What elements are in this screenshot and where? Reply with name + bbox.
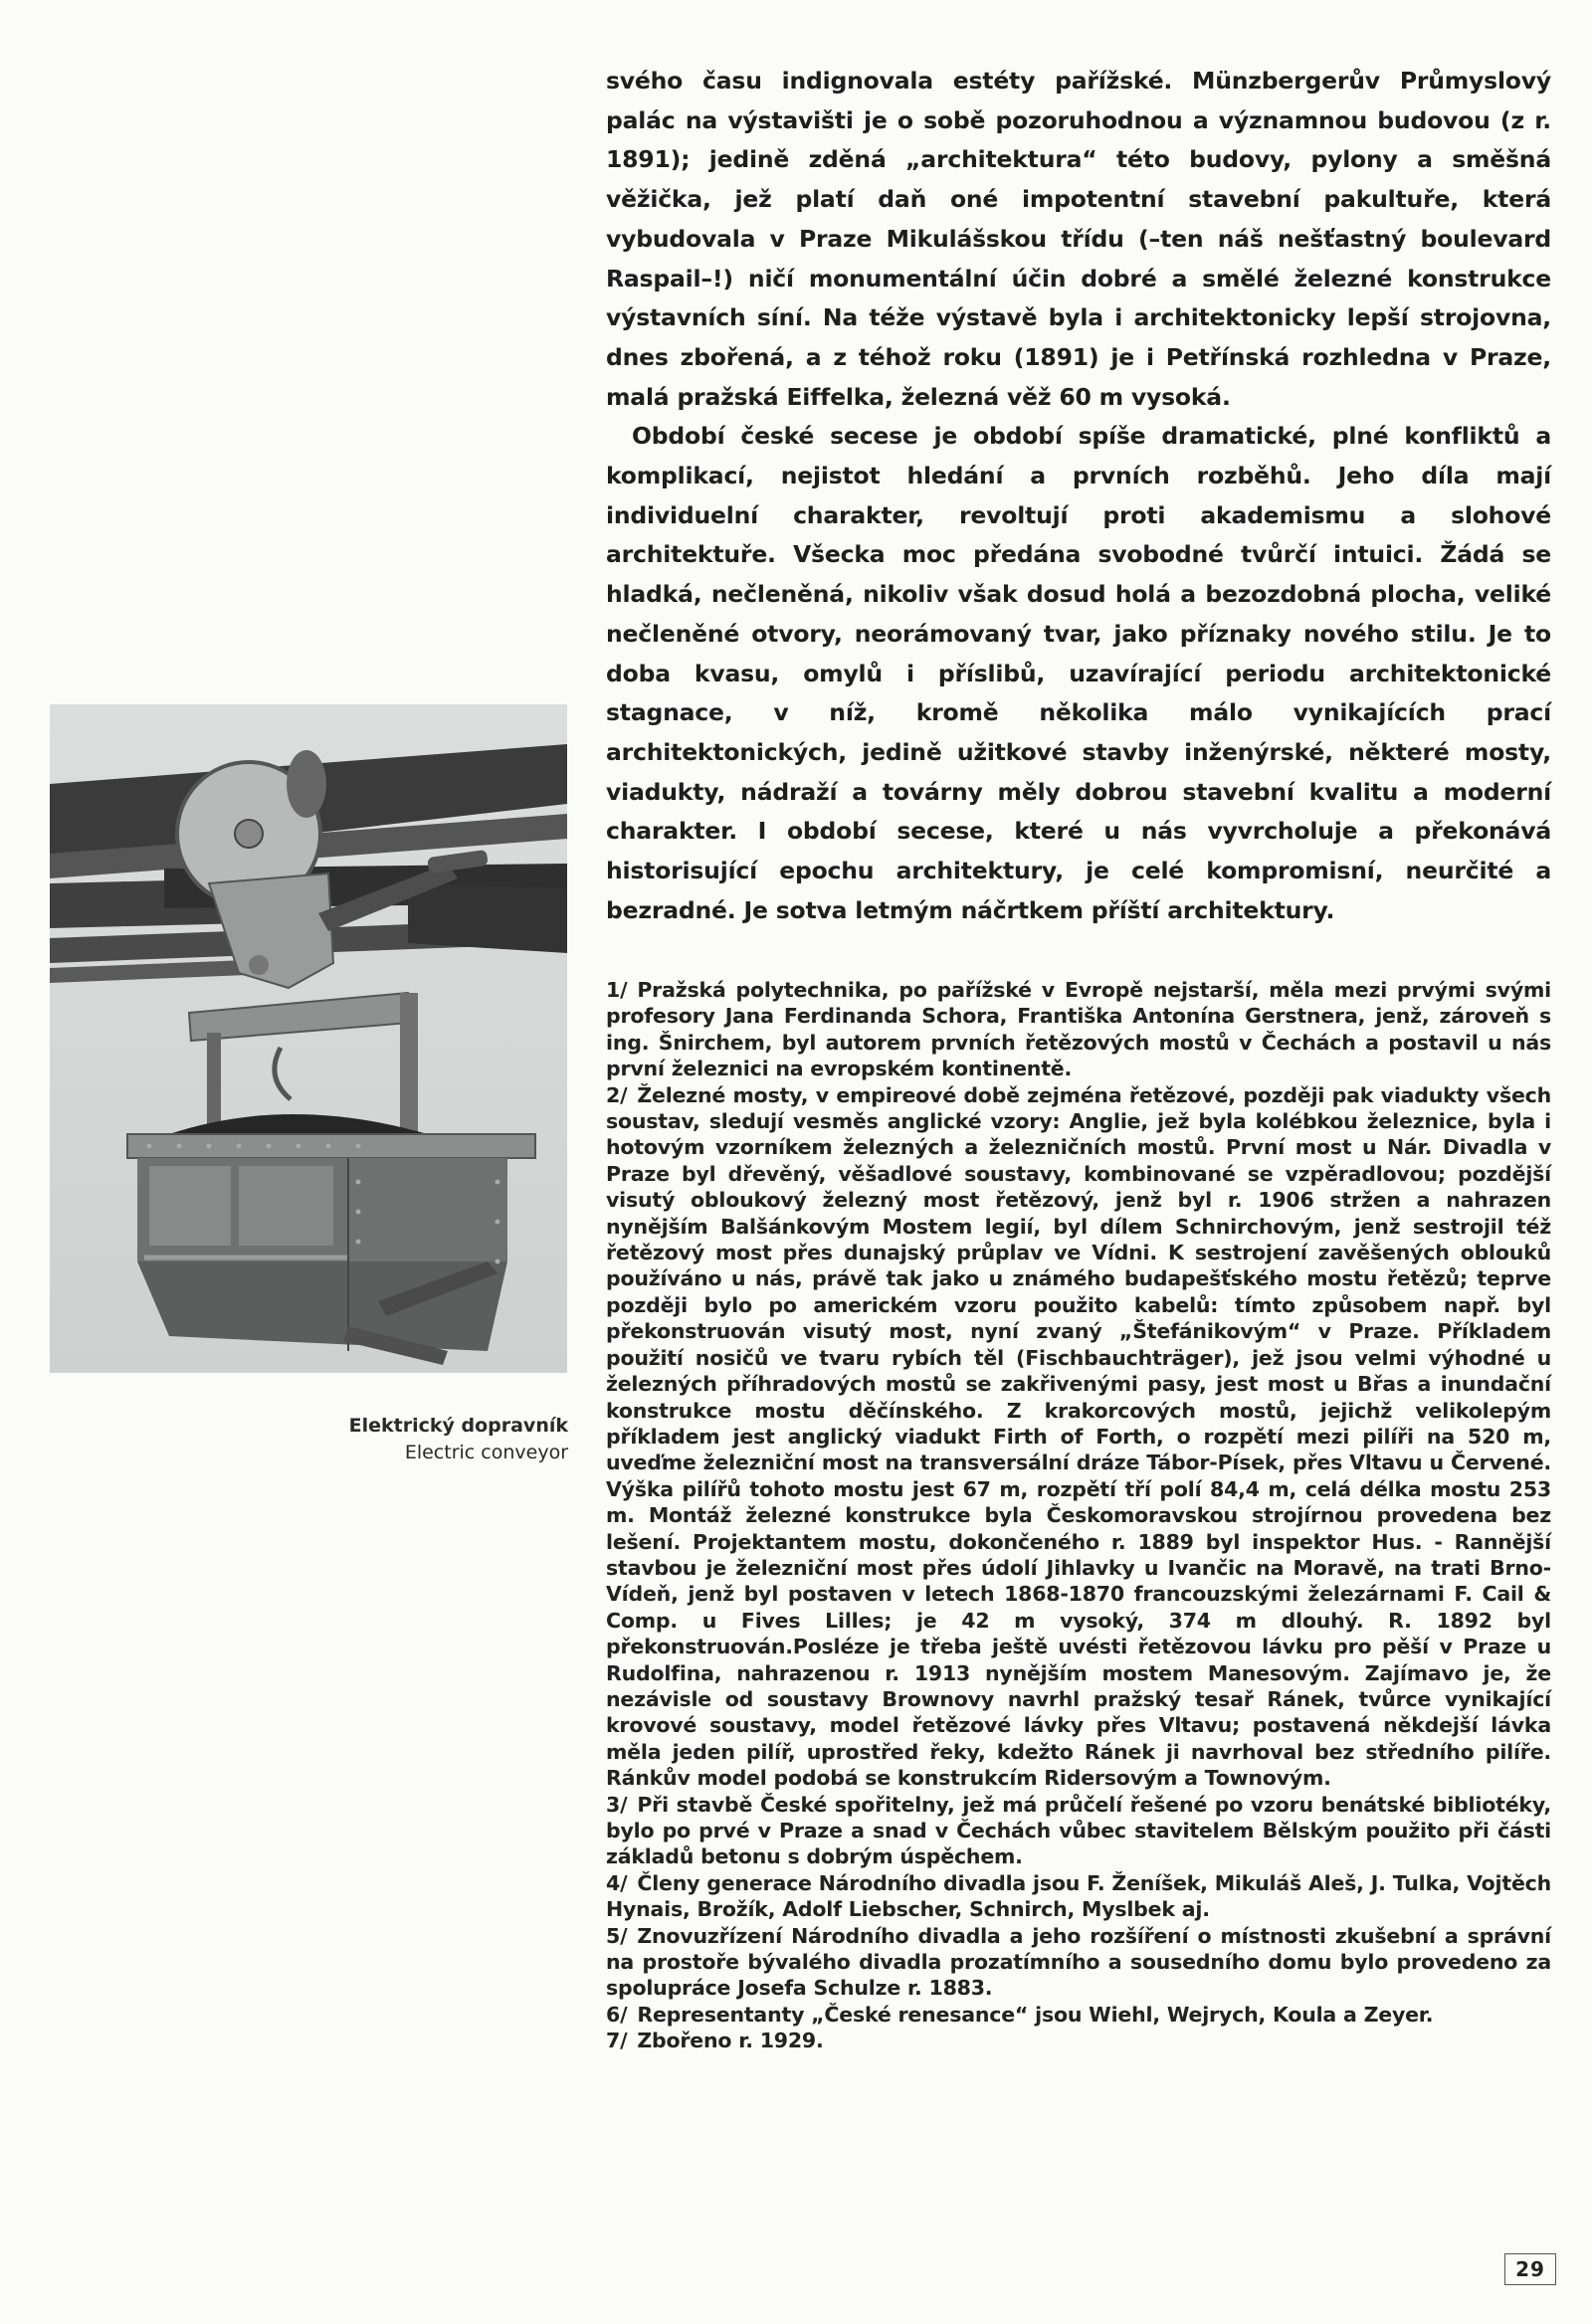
- paragraph: Období české secese je období spíše dramatické, plné konfliktů a komplikací, nejistot hledání a prvních rozběhů. Jeho díla mají individuelní charakter, revoltují proti akademismu a slohové architektuře. Všecka moc předána svobodné tvůrčí intuici. Žádá se hladká, nečleněná, nikoliv však dosud holá a bezozdobná plocha, veliké nečleněné otvory, neorámovaný tvar, jako příznaky nového stilu. Je to doba kvasu, omylů i příslibů, uzavírající periodu architektonické stagnace, v níž, kromě několika málo vynikajících prací architektonických, jedině užitkové stavby inženýrské, některé mosty, viadukty, nádraží a továrny měly dobrou stavební kvalitu a moderní charakter. I období secese, které u nás vyvrcholuje a překonává historisující epochu architektury, je celé kompromisní, neurčité a bezradné. Je sotva letmým náčrtkem příští architektury.: [606, 422, 1551, 924]
- caption-english: Electric conveyor: [404, 1442, 568, 1463]
- footnote-text: Členy generace Národního divadla jsou F. Ženíšek, Mikuláš Aleš, J. Tulka, Vojtěch Hynais, Brožík, Adolf Liebscher, Schnirch, Myslbek aj.: [606, 1870, 1551, 1922]
- page-number: 29: [1504, 2253, 1556, 2285]
- footnote-text: Železné mosty, v empireové době zejména řetězové, později pak viadukty všech soustav, sledují vesměs anglické vzory: Anglie, jež byla kolébkou železnice, byla i hotovým vzorníkem železných a železničních mostů. První most u Nár. Divadla v Praze byl dřevěný, věšadlové soustavy, kombinované se vzpěradlovou; pozdější visutý obloukový železný most řetězový, jenž byl r. 1906 stržen a nahrazen nynějším Balšánkovým Mostem legií, byl dílem Schnirchovým, jenž sestrojil též řetězový most přes dunajský průplav ve Vídni. K sestrojení zavěšených oblouků používáno u nás, právě tak jako u známého budapešťského mostu řetězů; teprve později bylo po americkém vzoru použito kabelů: tímto způsobem např. byl překonstruován visutý most, nyní zvaný „Štefánikovým“ v Praze. Příkladem použití nosičů ve tvaru rybích těl (Fischbauchträger), jež jsou velmi výhodné u železných příhradových mostů se zakřivenými pasy, jest most u Břas a inundační konstrukce mostu děčínského. Z krakorcových mostů, jejichž velikolepým příkladem jest anglický viadukt Firth of Forth, o rozpětí mezi pilíři na 520 m, uveďme železniční most na transversální dráze Tábor-Písek, přes Vltavu u Červené. Výška pilířů tohoto mostu jest 67 m, rozpětí tří polí 84,4 m, celá délka mostu 253 m. Montáž železné konstrukce byla Českomoravskou strojírnou provedena bez lešení. Projektantem mostu, dokončeného r. 1889 byl inspektor Hus. - Rannější stavbou je železniční most přes údolí Jihlavky u Ivančic na Moravě, na trati Brno-Vídeň, jenž byl postaven v letech 1868-1870 francouzskými železárnami F. Cail & Comp. u Fives Lilles; je 42 m vysoký, 374 m dlouhý. R. 1892 byl překonstruován.Posléze je třeba ještě uvésti řetězovou lávku pro pěší v Praze u Rudolfina, nahrazenou r. 1913 nynějším mostem Manesovým. Zajímavo je, že nezávisle od soustavy Brownovy navrhl pražský tesař Ránek, tvůrce vynikající krovové soustavy, model řetězové lávky přes Vltavu; postavená někdejší lávka měla jeden pilíř, uprostřed řeky, kdežto Ránek ji navrhoval bez středního pilíře. Ránkův model podobá se konstrukcím Ridersovým a Townovým.: [606, 1082, 1551, 1791]
- footnote: [606, 1792, 1551, 1870]
- paragraph: svého času indignovala estéty pařížské. Münzbergerův Průmyslový palác na výstavišti je o sobě pozoruhodnou a významnou budovou (z r. 1891); jedině zděná „architektura“ této budovy, pylony a směšná věžička, jež platí daň oné impotentní stavební pakultuře, která vybudovala v Praze Mikulášskou třídu (–ten náš nešťastný boulevard Raspail–!) ničí monumentální účin dobré a smělé železné konstrukce výstavních síní. Na téže výstavě byla i architektonicky lepší strojovna, dnes zbořená, a z téhož roku (1891) je i Petřínská rozhledna v Praze, malá pražská Eiffelka, železná věž 60 m vysoká.: [606, 67, 1551, 411]
- footnote: [606, 2002, 1551, 2028]
- footnote: [606, 1870, 1551, 1923]
- photo-electric-conveyor: [50, 704, 567, 1373]
- footnote-text: Zbořeno r. 1929.: [637, 2029, 824, 2053]
- footnote-text: Representanty „České renesance“ jsou Wiehl, Wejrych, Koula a Zeyer.: [637, 2002, 1434, 2027]
- footnote-number: 4/: [606, 1870, 628, 1895]
- footnote-text: Pražská polytechnika, po pařížské v Evropě nejstarší, měla mezi prvými svými profesory Jana Ferdinanda Schora, Františka Antonína Gerstnera, jenž, zároveň s ing. Šnirchem, byl autorem prvních řetězových mostů v Čechách a postavil u nás první železnici na evropském kontinentě.: [606, 978, 1551, 1081]
- footnote: [606, 1082, 1551, 1792]
- footnote-number: 3/: [606, 1792, 628, 1817]
- footnote: [606, 2028, 1551, 2053]
- figure-caption: [298, 1413, 568, 1466]
- conveyor-illustration: [50, 704, 567, 1373]
- footnotes: [606, 977, 1551, 2054]
- footnote-text: Znovuzřízení Národního divadla a jeho rozšíření o místnosti zkušební a správní na prostoře bývalého divadla prozatímního a sousedního domu bylo provedeno za spolupráce Josefa Schulze r. 1883.: [606, 1923, 1551, 2001]
- main-body-text: [606, 62, 1551, 930]
- footnote-number: 5/: [606, 1923, 628, 1948]
- footnote-number: 1/: [606, 978, 628, 1002]
- footnote-number: 6/: [606, 2002, 628, 2027]
- footnote-text: Při stavbě České spořitelny, jež má průčelí řešené po vzoru benátské bibliotéky, bylo po prvé v Praze a snad v Čechách vůbec stavitelem Bělským použito při části základů betonu s dobrým úspěchem.: [606, 1792, 1551, 1869]
- footnote: [606, 1923, 1551, 2002]
- footnote-number: 7/: [606, 2029, 628, 2053]
- caption-czech: Elektrický dopravník: [348, 1415, 568, 1437]
- footnote: [606, 977, 1551, 1082]
- footnote-number: 2/: [606, 1082, 628, 1107]
